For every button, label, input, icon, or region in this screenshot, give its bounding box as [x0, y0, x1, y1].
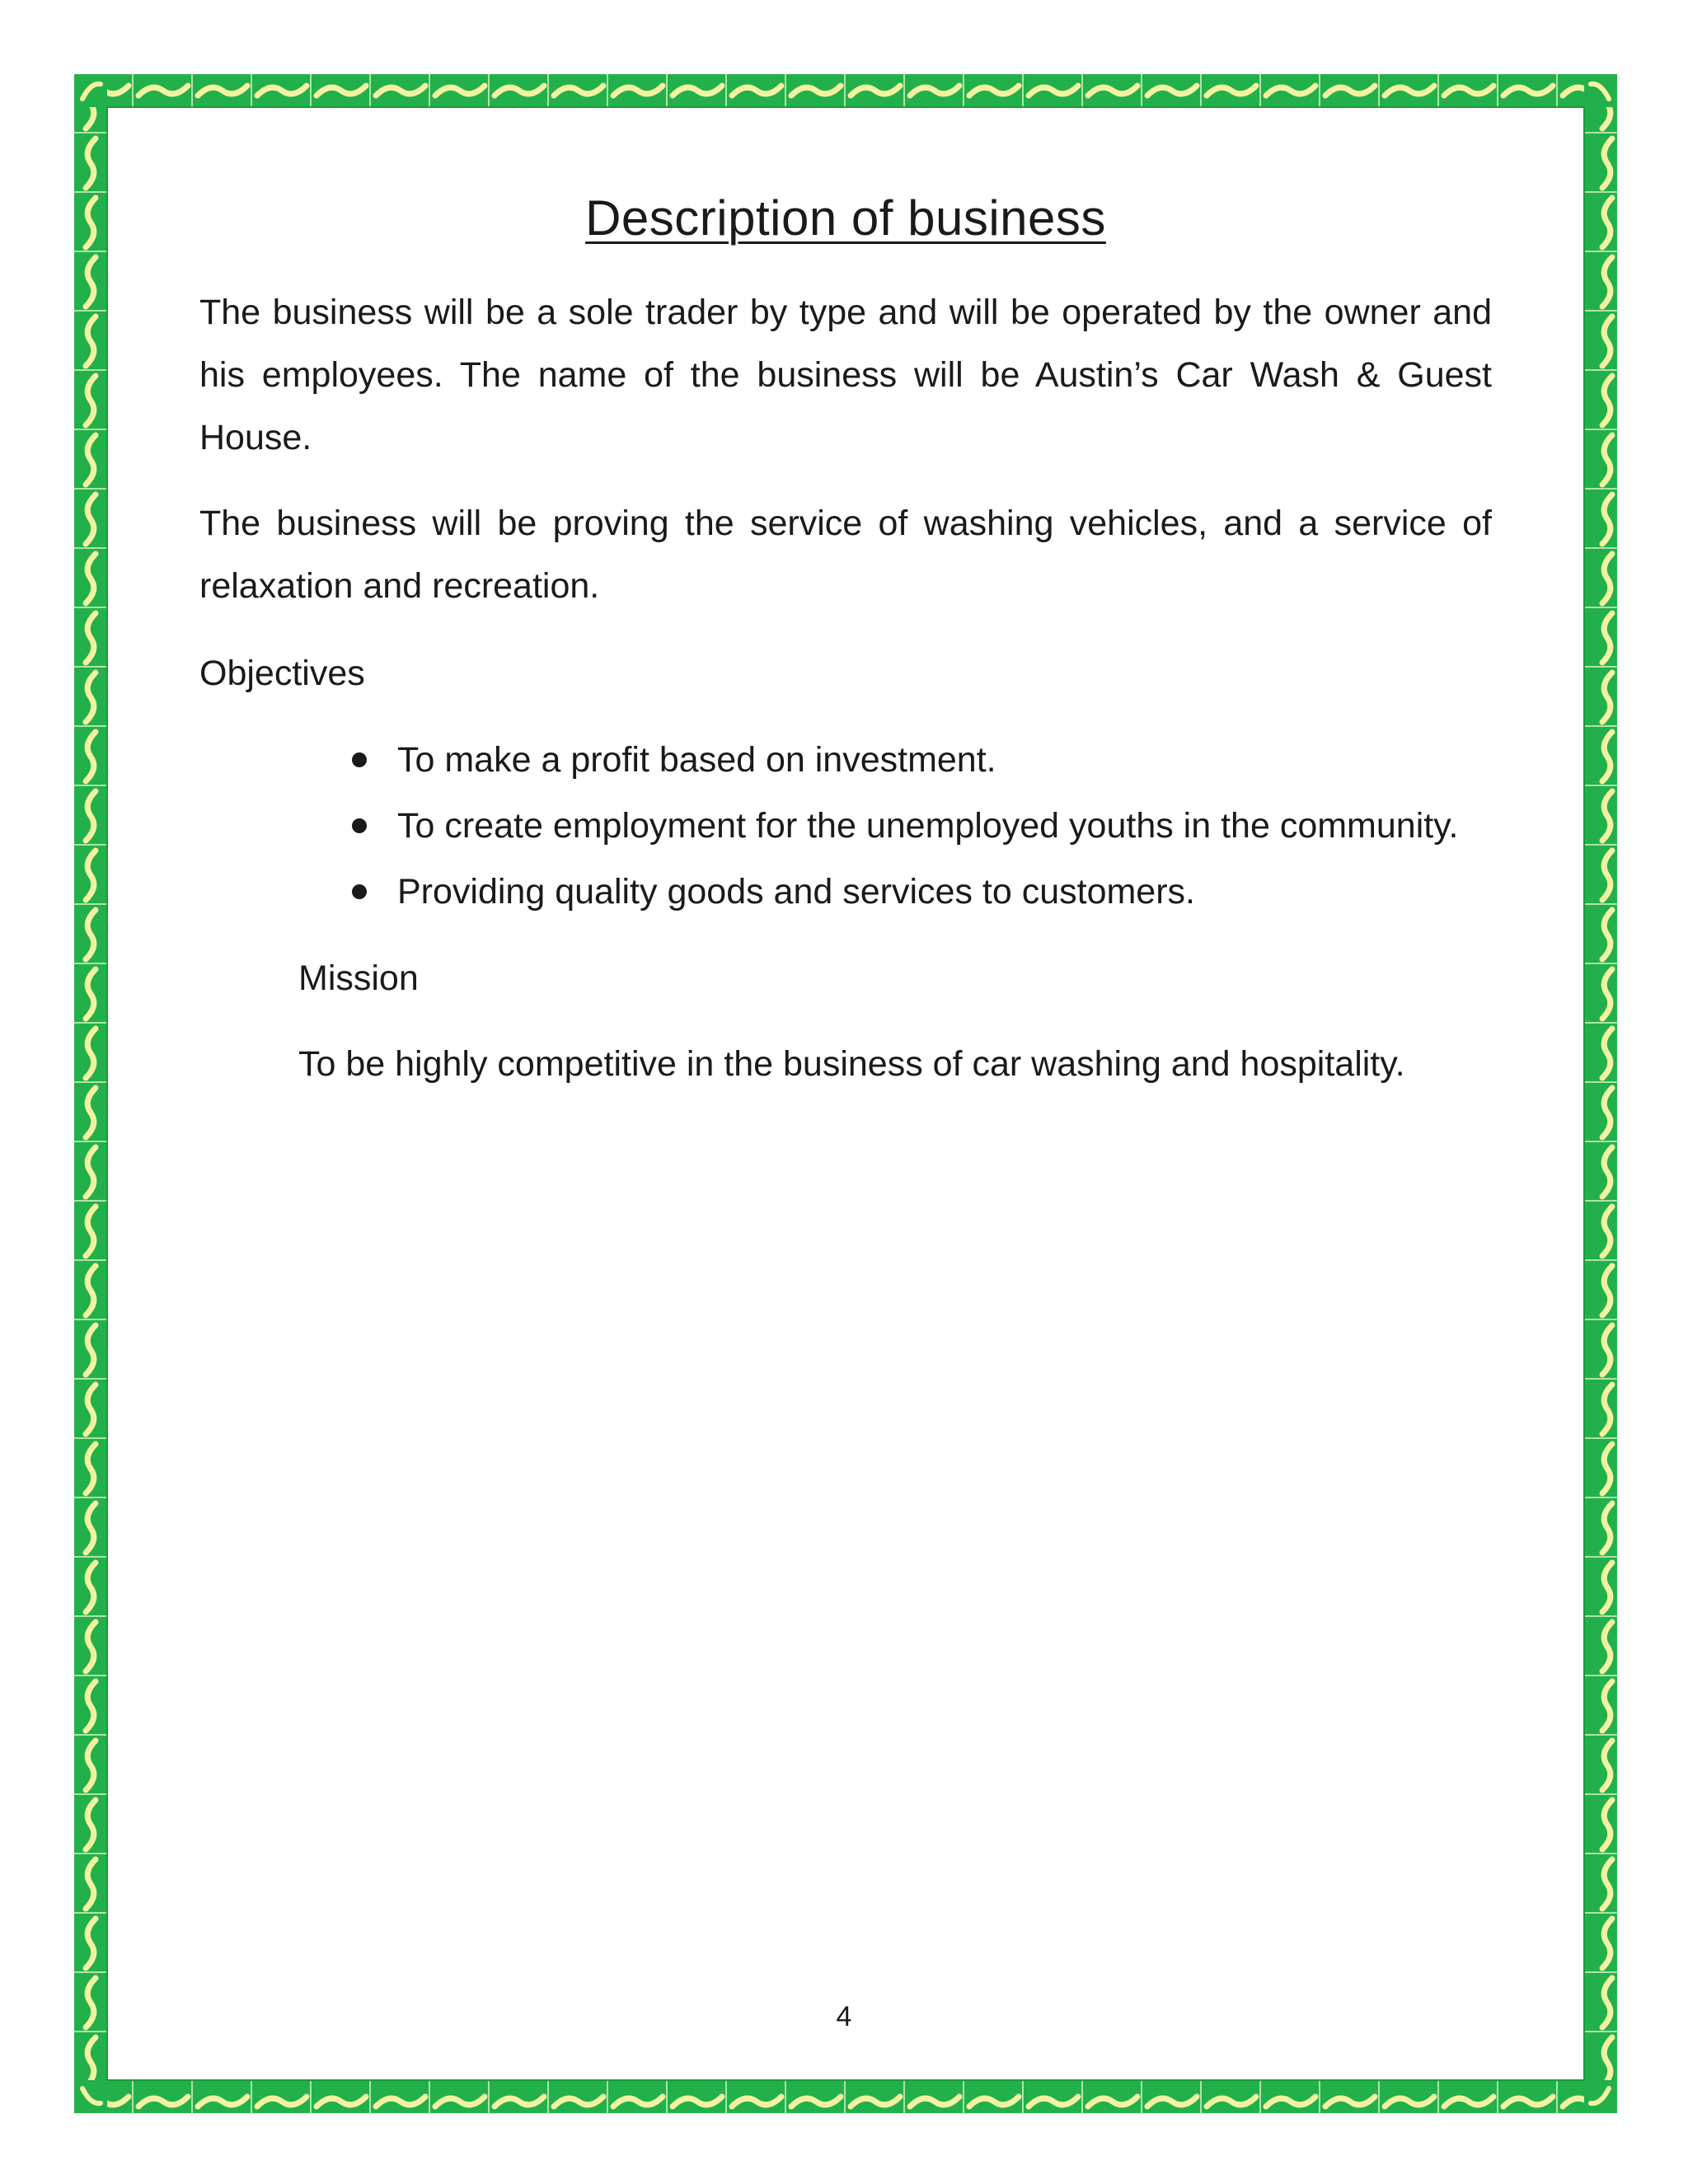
mission-heading: Mission [298, 958, 419, 998]
objective-text: Providing quality goods and services to customers. [397, 872, 1195, 912]
objective-text: To create employment for the unemployed youths in the community. [397, 806, 1459, 846]
business-description-paragraph: The business will be a sole trader by type and will be operated by the owner and his employees. The name of the business will be Austin’s Car Wash & Guest House. [199, 293, 1492, 457]
bullet-icon [352, 752, 367, 767]
list-item [397, 729, 1492, 790]
services-paragraph: The business will be proving the service of washing vehicles, and a service of relaxation and recreation. [199, 504, 1492, 606]
list-item [397, 861, 1492, 922]
mission-statement: To be highly competitive in the business of car washing and hospitality. [298, 1044, 1405, 1084]
objectives-heading: Objectives [199, 654, 365, 693]
bullet-icon [352, 818, 367, 833]
mission-section [199, 947, 1492, 1095]
bullet-icon [352, 884, 367, 899]
page-title: Description of business [585, 190, 1106, 246]
list-item [397, 795, 1492, 856]
page-body [199, 190, 1492, 1095]
objectives-list [199, 729, 1492, 922]
page-number: 4 [836, 2001, 852, 2032]
objective-text: To make a profit based on investment. [397, 740, 996, 780]
